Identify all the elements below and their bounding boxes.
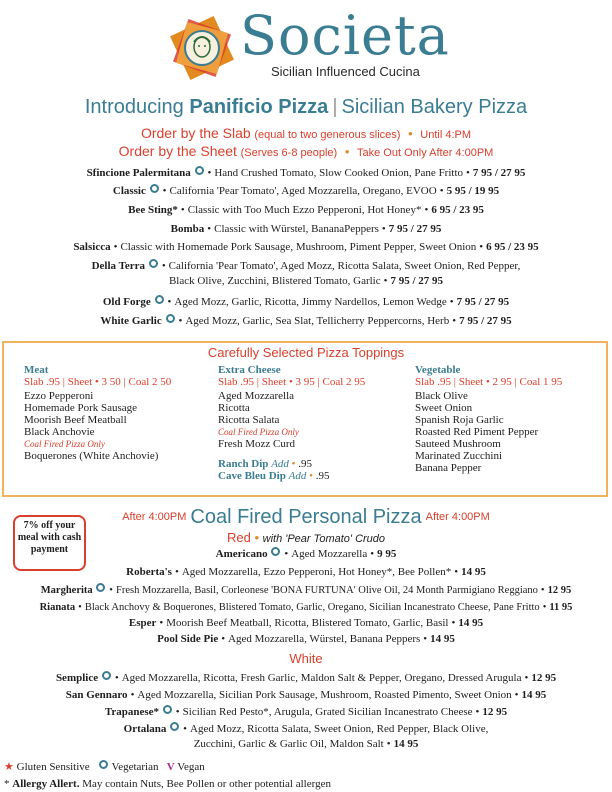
- vegetarian-icon: [150, 184, 159, 193]
- toppings-meat-column: Meat Slab .95 | Sheet • 3 50 | Coal 2 50 Ezzo Pepperoni Homemade Pork Sausage Moorish Beef Meatball Black Anchovie Coal Fired Pizza Only Boquerones (White Anchovie): [24, 364, 172, 462]
- menu-item: White Garlic • Aged Mozz, Garlic, Sea Slat, Tellicherry Peppercorns, Herb • 7 95 / 27 95: [100, 315, 512, 327]
- menu-item: Margherita • Fresh Mozzarella, Basil, Corleonese 'BONA FURTUNA' Olive Oil, 24 Month Parmigiano Reggiano • 12 95: [40, 585, 572, 596]
- vegetarian-icon: [271, 547, 280, 556]
- menu-item: Semplice • Aged Mozzarella, Ricotta, Fresh Garlic, Maldon Salt & Pepper, Oregano, Dressed Arugula • 12 95: [55, 672, 557, 684]
- vegetarian-icon: [166, 314, 175, 323]
- menu-item: Bee Sting* • Classic with Too Much Ezzo Pepperoni, Hot Honey* • 6 95 / 23 95: [128, 204, 484, 216]
- menu-item: San Gennaro • Aged Mozzarella, Sicilian Pork Sausage, Mushroom, Roasted Pimento, Sweet Onion • 14 95: [65, 689, 547, 701]
- menu-item: Della Terra • California 'Pear Tomato', Aged Mozz, Ricotta Salata, Sweet Onion, Red Pepper, Black Olive, Zucchini, Blistered Tomato, Garlic • 7 95 / 27 95: [91, 260, 521, 287]
- gluten-sensitive-icon: ★: [4, 761, 14, 773]
- cash-discount-badge: 7% off your meal with cash payment: [13, 515, 86, 571]
- toppings-cheese-column: Extra Cheese Slab .95 | Sheet • 3 95 | Coal 2 95 Aged Mozzarella Ricotta Ricotta Salata Coal Fired Pizza Only Fresh Mozz Curd Ranch Dip Add • .95 Cave Bleu Dip Add • .95: [218, 364, 366, 482]
- vegetarian-icon: [195, 166, 204, 175]
- order-slab-line: Order by the Slab (equal to two generous slices) • Until 4:PM: [140, 125, 472, 141]
- vegetarian-icon: [170, 722, 179, 731]
- menu-item: Trapanese* • Sicilian Red Pesto*, Arugula, Grated Sicilian Incanestrato Cheese • 12 95: [104, 706, 508, 718]
- vegetarian-icon: [96, 583, 105, 592]
- menu-item: Esper • Moorish Beef Meatball, Ricotta, Blistered Tomato, Garlic, Basil • 14 95: [128, 617, 484, 629]
- toppings-vegetable-column: Vegetable Slab .95 | Sheet • 2 95 | Coal 1 95 Black Olive Sweet Onion Spanish Roja Garlic Roasted Red Piment Pepper Sauteed Mushroom Marinated Zucchini Banana Pepper: [415, 364, 563, 474]
- menu-item: Pool Side Pie • Aged Mozzarella, Würstel, Banana Peppers • 14 95: [157, 633, 455, 645]
- toppings-title: Carefully Selected Pizza Toppings: [207, 345, 405, 360]
- societa-logo-emblem: [166, 12, 238, 84]
- vegetarian-icon: [163, 705, 172, 714]
- order-sheet-line: Order by the Sheet (Serves 6-8 people) • Take Out Only After 4:00PM: [118, 143, 494, 159]
- intro-heading: Introducing Panificio Pizza | Sicilian Bakery Pizza: [84, 96, 528, 118]
- white-section-heading: White: [289, 651, 323, 666]
- vegetarian-icon: [149, 259, 158, 268]
- brand-name: Societa: [240, 4, 450, 67]
- allergy-alert: * Allergy Allert. May contain Nuts, Bee Pollen or other potential allergen: [4, 778, 331, 790]
- vegetarian-icon: [155, 295, 164, 304]
- menu-item: Classic • California 'Pear Tomato', Aged Mozzarella, Oregano, EVOO • 5 95 / 19 95: [112, 185, 500, 197]
- menu-item: Salsicca • Classic with Homemade Pork Sausage, Mushroom, Piment Pepper, Sweet Onion • 6 95 / 23 95: [73, 241, 539, 253]
- brand-tagline: Sicilian Influenced Cucina: [271, 64, 420, 79]
- menu-item: Ortalana • Aged Mozz, Ricotta Salata, Sweet Onion, Red Pepper, Black Olive, Zucchini, Garlic & Garlic Oil, Maldon Salt • 14 95: [123, 723, 489, 750]
- menu-item: Sfincione Palermitana • Hand Crushed Tomato, Slow Cooked Onion, Pane Fritto • 7 95 / 27 95: [86, 167, 526, 179]
- menu-item: Roberta's • Aged Mozzarella, Ezzo Pepperoni, Hot Honey*, Bee Pollen* • 14 95: [126, 566, 486, 578]
- menu-item: Bomba • Classic with Würstel, BananaPeppers • 7 95 / 27 95: [170, 223, 442, 235]
- vegetarian-icon: [99, 760, 108, 769]
- red-section-heading: Red • with 'Pear Tomato' Crudo: [226, 530, 386, 545]
- menu-item: Old Forge • Aged Mozz, Garlic, Ricotta, Jimmy Nardellos, Lemon Wedge • 7 95 / 27 95: [102, 296, 510, 308]
- menu-item: Rianata • Black Anchovy & Boquerones, Blistered Tomato, Garlic, Oregano, Sicilian Incanestrato Cheese, Pane Fritto • 11 95: [39, 602, 573, 613]
- coal-fired-heading: After 4:00PM Coal Fired Personal Pizza After 4:00PM: [122, 506, 490, 528]
- legend: ★ Gluten Sensitive Vegetarian V Vegan: [4, 761, 205, 773]
- menu-item: Americano • Aged Mozzarella • 9 95: [215, 548, 397, 560]
- vegetarian-icon: [102, 671, 111, 680]
